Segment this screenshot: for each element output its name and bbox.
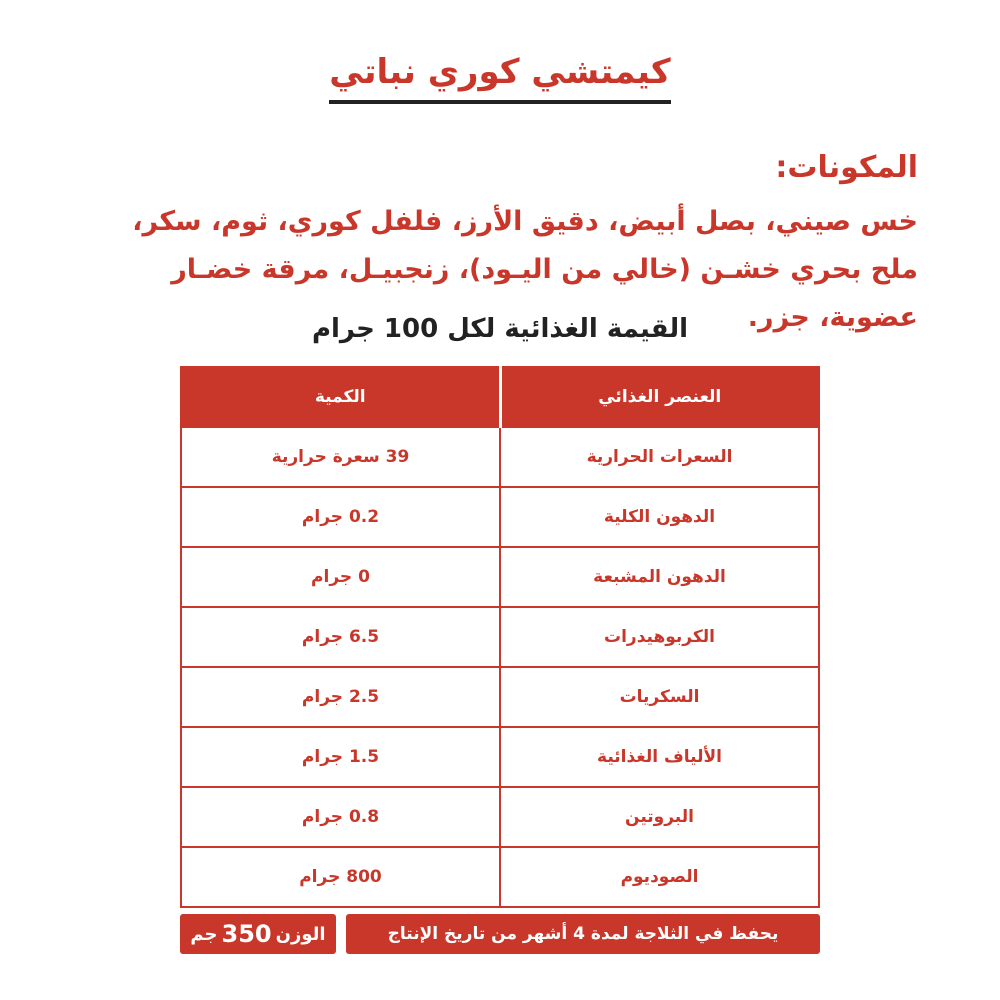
amount-cell: 2.5 جرام [181, 667, 500, 727]
amount-cell: 1.5 جرام [181, 727, 500, 787]
nutrient-cell: الألياف الغذائية [500, 727, 819, 787]
amount-cell: 0.2 جرام [181, 487, 500, 547]
amount-cell: 0.8 جرام [181, 787, 500, 847]
storage-badge [346, 914, 820, 954]
table-row [181, 607, 819, 667]
table-row [181, 547, 819, 607]
weight-label: الوزن [275, 923, 326, 945]
nutrient-cell: الدهون المشبعة [500, 547, 819, 607]
weight-value: 350 [221, 920, 272, 948]
amount-cell: 0 جرام [181, 547, 500, 607]
ingredients-text: خس صيني، بصل أبيض، دقيق الأرز، فلفل كوري، ثوم، سكر، ملح بحري خشـن (خالي من اليـود)، زنجبيـل، مرقة خضـار عضوية، جزر. [132, 206, 918, 333]
table-row [181, 847, 819, 907]
amount-cell: 6.5 جرام [181, 607, 500, 667]
table-row [181, 487, 819, 547]
nutrient-cell: الكربوهيدرات [500, 607, 819, 667]
amount-cell: 39 سعرة حرارية [181, 427, 500, 487]
nutrient-cell: السكريات [500, 667, 819, 727]
table-row [181, 727, 819, 787]
nutrient-cell: البروتين [500, 787, 819, 847]
nutrition-table [180, 366, 820, 908]
header-nutrient: العنصر الغذائي [500, 367, 819, 427]
weight-badge [180, 914, 336, 954]
table-header-row [181, 367, 819, 427]
page-title: كيمتشي كوري نباتي [329, 52, 670, 104]
nutrition-title: القيمة الغذائية لكل 100 جرام [311, 314, 689, 344]
table-row [181, 427, 819, 487]
weight-unit: جم [190, 923, 218, 945]
ingredients-heading: المكونات: [775, 150, 918, 185]
header-amount: الكمية [181, 367, 500, 427]
table-row [181, 787, 819, 847]
nutrient-cell: الصوديوم [500, 847, 819, 907]
amount-cell: 800 جرام [181, 847, 500, 907]
table-row [181, 667, 819, 727]
storage-text: يحفظ في الثلاجة لمدة 4 أشهر من تاريخ الإنتاج [387, 924, 779, 944]
nutrient-cell: السعرات الحرارية [500, 427, 819, 487]
nutrient-cell: الدهون الكلية [500, 487, 819, 547]
title-wrap [0, 52, 1000, 104]
